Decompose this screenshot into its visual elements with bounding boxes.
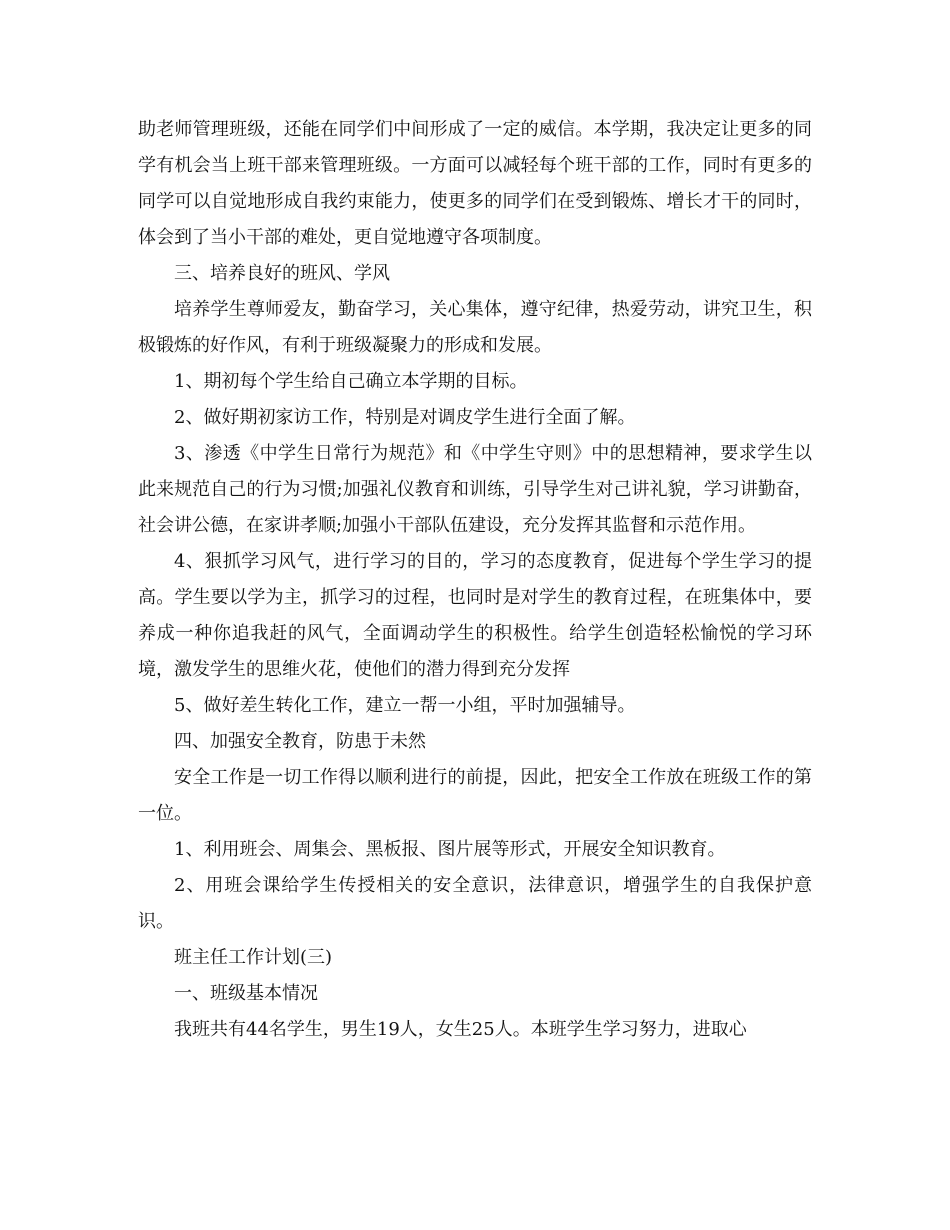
list-item-3: 3、渗透《中学生日常行为规范》和《中学生守则》中的思想精神，要求学生以此来规范自己的行为习惯;加强礼仪教育和训练，引导学生对己讲礼貌，学习讲勤奋，社会讲公德，在家讲孝顺;加强小干部队伍建设，充分发挥其监督和示范作用。 [138,443,812,536]
list-item-1: 1、利用班会、周集会、黑板报、图片展等形式，开展安全知识教育。 [174,839,726,860]
list-item-5: 5、做好差生转化工作，建立一帮一小组，平时加强辅导。 [174,695,636,716]
section-heading-3: 三、培养良好的班风、学风 [174,263,390,284]
document-title: 班主任工作计划(三) [174,947,333,968]
paragraph: 安全工作是一切工作得以顺利进行的前提，因此，把安全工作放在班级工作的第一位。 [138,767,812,824]
section-heading-1: 一、班级基本情况 [174,983,318,1004]
document-body [138,112,812,1048]
paragraph: 我班共有44名学生，男生19人，女生25人。本班学生学习努力，进取心 [174,1019,747,1040]
paragraph-continued: 助老师管理班级，还能在同学们中间形成了一定的威信。本学期，我决定让更多的同学有机会当上班干部来管理班级。一方面可以减轻每个班干部的工作，同时有更多的同学可以自觉地形成自我约束能力，使更多的同学们在受到锻炼、增长才干的同时，体会到了当小干部的难处，更自觉地遵守各项制度。 [138,119,812,248]
paragraph: 培养学生尊师爱友，勤奋学习，关心集体，遵守纪律，热爱劳动，讲究卫生，积极锻炼的好作风，有利于班级凝聚力的形成和发展。 [138,299,812,356]
list-item-2: 2、用班会课给学生传授相关的安全意识，法律意识，增强学生的自我保护意识。 [138,875,812,932]
section-heading-4: 四、加强安全教育，防患于未然 [174,731,426,752]
list-item-4: 4、狠抓学习风气，进行学习的目的，学习的态度教育，促进每个学生学习的提高。学生要以学为主，抓学习的过程，也同时是对学生的教育过程，在班集体中，要养成一种你追我赶的风气，全面调动学生的积极性。给学生创造轻松愉悦的学习环境，激发学生的思维火花，使他们的潜力得到充分发挥 [138,551,812,680]
list-item-1: 1、期初每个学生给自己确立本学期的目标。 [174,371,528,392]
list-item-2: 2、做好期初家访工作，特别是对调皮学生进行全面了解。 [174,407,636,428]
